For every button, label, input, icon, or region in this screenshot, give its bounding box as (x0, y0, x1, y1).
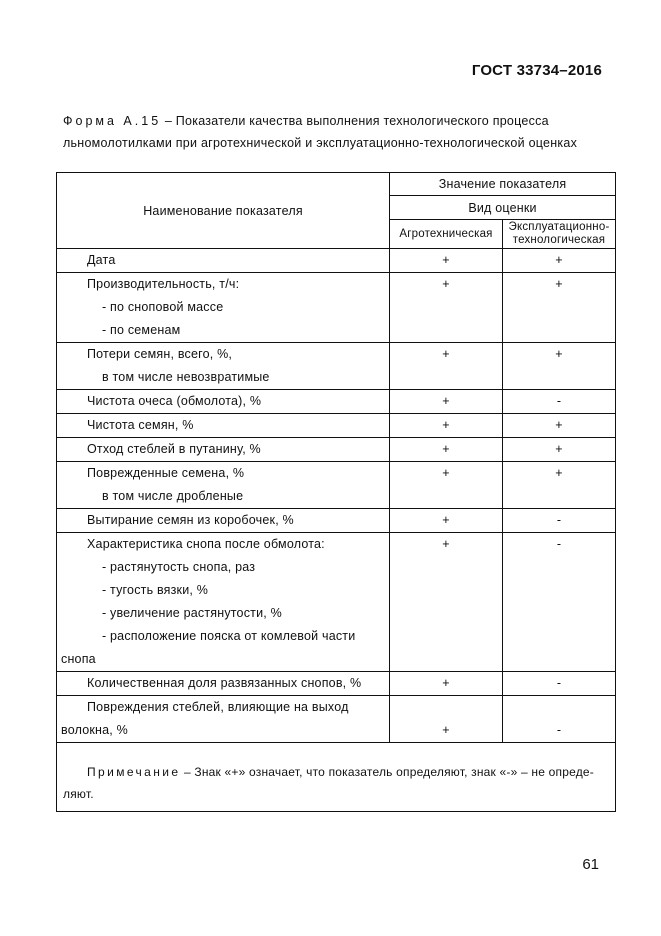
indicator-name-cell (57, 696, 390, 743)
indicator-name-line: Потери семян, всего, %, (87, 347, 233, 361)
indicator-name-line: Чистота очеса (обмолота), % (87, 394, 262, 408)
indicator-name-line: - расположение пояска от комлевой части (102, 629, 356, 643)
standard-number: ГОСТ 33734–2016 (471, 62, 602, 79)
indicator-name-line: Повреждения стеблей, влияющие на выход (87, 700, 349, 714)
indicator-name-cell (57, 672, 390, 696)
indicator-name-line: - растянутость снопа, раз (102, 560, 256, 574)
agrotechnical-value: + (390, 249, 503, 273)
caption-text-line1: – Показатели качества выполнения технологического процесса (161, 114, 549, 128)
operational-value: - (503, 533, 616, 672)
header-operational-line1: Эксплуатационно- (508, 221, 610, 233)
table-row (57, 533, 616, 672)
page-number: 61 (582, 856, 599, 873)
operational-value: + (503, 343, 616, 390)
indicator-name-cell (57, 414, 390, 438)
operational-value: + (503, 414, 616, 438)
table-row (57, 438, 616, 462)
indicator-name-cell (57, 438, 390, 462)
operational-value: - (503, 696, 616, 743)
agrotechnical-value: + (390, 273, 503, 343)
indicator-name-line: Чистота семян, % (87, 418, 194, 432)
table-row (57, 696, 616, 743)
indicator-name-line: - тугость вязки, % (102, 583, 209, 597)
indicator-name-cell (57, 533, 390, 672)
indicator-name-line: в том числе невозвратимые (102, 370, 270, 384)
form-caption (63, 110, 623, 154)
caption-text-line2: льномолотилками при агротехнической и эксплуатационно-технологической оценках (63, 136, 578, 150)
indicator-name-line: Количественная доля развязанных снопов, % (87, 676, 362, 690)
table-row (57, 462, 616, 509)
header-operational (503, 220, 616, 249)
indicator-name-cell (57, 509, 390, 533)
table-row (57, 509, 616, 533)
operational-value: - (503, 390, 616, 414)
indicator-name-cell (57, 249, 390, 273)
operational-value: + (503, 273, 616, 343)
indicator-name-line: Характеристика снопа после обмолота: (87, 537, 325, 551)
header-agrotechnical: Агротехническая (390, 220, 503, 249)
agrotechnical-value: + (390, 533, 503, 672)
header-indicator-name: Наименование показателя (57, 173, 390, 249)
note-text-line2: ляют. (63, 787, 94, 801)
form-label: Форма А.15 (63, 114, 162, 128)
note-text-line1: – Знак «+» означает, что показатель определяют, знак «-» – не опреде- (180, 765, 594, 779)
agrotechnical-value: + (390, 438, 503, 462)
table-row (57, 343, 616, 390)
indicator-name-line: Дата (87, 253, 116, 267)
indicator-name-line: волокна, % (61, 723, 128, 737)
indicator-name-line: Отход стеблей в путанину, % (87, 442, 261, 456)
header-operational-line2: технологическая (512, 234, 606, 246)
table-row (57, 390, 616, 414)
indicator-name-line: в том числе дробленые (102, 489, 244, 503)
table-row (57, 249, 616, 273)
header-evaluation-type: Вид оценки (390, 196, 616, 220)
operational-value: + (503, 462, 616, 509)
table-row (57, 414, 616, 438)
agrotechnical-value: + (390, 343, 503, 390)
table-row (57, 672, 616, 696)
agrotechnical-value: + (390, 696, 503, 743)
indicator-name-cell (57, 343, 390, 390)
indicator-name-cell (57, 273, 390, 343)
indicator-name-line: Поврежденные семена, % (87, 466, 245, 480)
indicator-name-line: - по семенам (102, 323, 181, 337)
operational-value: - (503, 672, 616, 696)
table-note (57, 743, 616, 812)
operational-value: + (503, 249, 616, 273)
indicator-name-line: - по сноповой массе (102, 300, 224, 314)
agrotechnical-value: + (390, 414, 503, 438)
indicator-name-line: Вытирание семян из коробочек, % (87, 513, 294, 527)
agrotechnical-value: + (390, 672, 503, 696)
indicator-name-cell (57, 462, 390, 509)
indicator-name-line: Производительность, т/ч: (87, 277, 240, 291)
indicator-name-line: - увеличение растянутости, % (102, 606, 282, 620)
table-row (57, 273, 616, 343)
note-label: Примечание (87, 765, 181, 779)
header-value-group: Значение показателя (390, 173, 616, 196)
indicator-name-line: снопа (61, 652, 96, 666)
indicator-name-cell (57, 390, 390, 414)
quality-indicators-table (56, 172, 616, 812)
operational-value: - (503, 509, 616, 533)
agrotechnical-value: + (390, 390, 503, 414)
operational-value: + (503, 438, 616, 462)
agrotechnical-value: + (390, 462, 503, 509)
agrotechnical-value: + (390, 509, 503, 533)
